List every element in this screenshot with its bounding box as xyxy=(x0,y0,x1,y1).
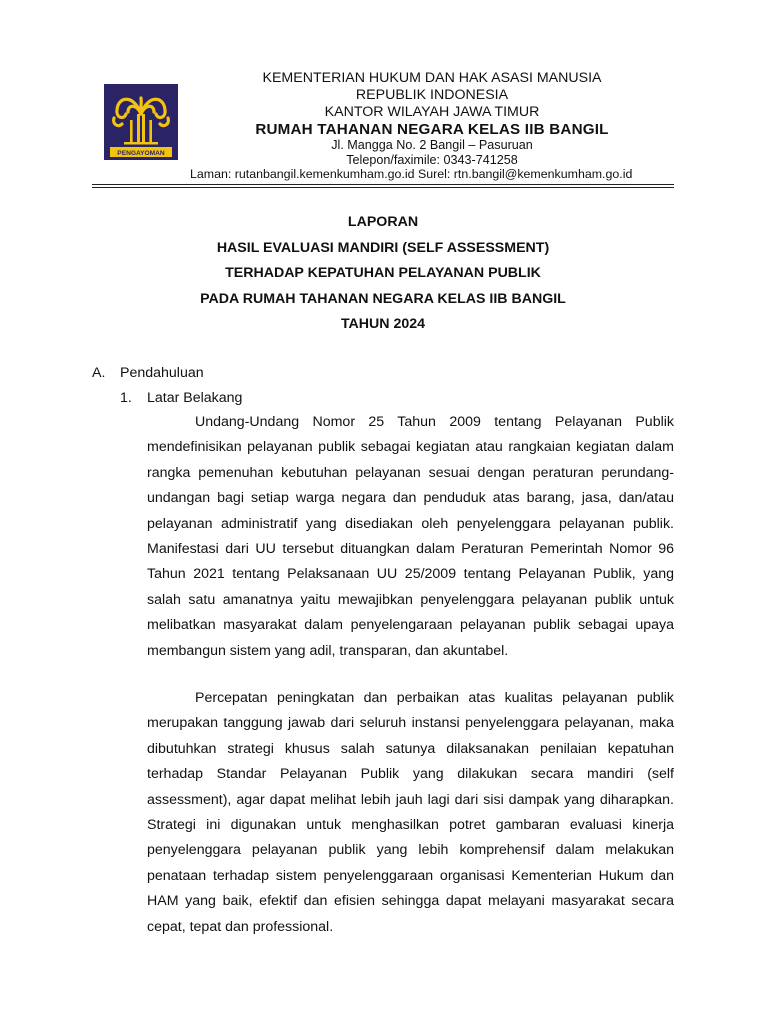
logo-text: PENGAYOMAN xyxy=(117,149,165,157)
phone: Telepon/faximile: 0343-741258 xyxy=(346,153,518,167)
country-name: REPUBLIK INDONESIA xyxy=(355,87,509,103)
paragraph-2 xyxy=(147,686,674,940)
subsection-1-marker: 1. xyxy=(120,390,132,406)
letterhead-divider-bottom xyxy=(92,187,674,188)
website-email: Laman: rutanbangil.kemenkumham.go.id Surel: rtn.bangil@kemenkumham.go.id xyxy=(190,167,633,181)
address: Jl. Mangga No. 2 Bangil – Pasuruan xyxy=(331,138,533,152)
title-line-5: TAHUN 2024 xyxy=(340,316,426,332)
paragraph-1-text: Undang-Undang Nomor 25 Tahun 2009 tentang Pelayanan Publik mendefinisikan pelayanan publik sebagai kegiatan atau rangkaian kegiatan dalam rangka pemenuhan kebutuhan pelayanan sesuai dengan peraturan perundang-undangan bagi setiap warga negara dan penduduk atas barang, jasa, dan/atau pelayanan administratif yang disediakan oleh penyelenggara pelayanan publik. Manifestasi dari UU tersebut dituangkan dalam Peraturan Pemerintah Nomor 96 Tahun 2021 tentang Pelaksanaan UU 25/2009 tentang Pelayanan Publik, yang salah satu amanatnya yaitu mewajibkan penyelenggara pelayanan publik untuk melibatkan masyarakat dalam penyelengaraan pelayanan publik sebagai upaya membangun sistem yang adil, transparan, dan akuntabel. xyxy=(147,414,674,659)
subsection-1-heading: Latar Belakang xyxy=(147,390,243,406)
regional-office: KANTOR WILAYAH JAWA TIMUR xyxy=(324,104,540,120)
letterhead xyxy=(190,70,674,181)
title-line-4: PADA RUMAH TAHANAN NEGARA KELAS IIB BANGIL xyxy=(200,290,566,307)
ministry-logo xyxy=(104,84,178,160)
paragraph-2-text: Percepatan peningkatan dan perbaikan atas kualitas pelayanan publik merupakan tanggung jawab dari seluruh instansi penyelenggara pelayanan, maka dibutuhkan strategi khusus salah satunya dilaksanakan penilaian kepatuhan terhadap Standar Pelayanan Publik yang dilakukan secara mandiri (self assessment), agar dapat melihat lebih jauh lagi dari sisi dampak yang diharapkan. Strategi ini digunakan untuk menghasilkan potret gambaran evaluasi kinerja penyelenggara pelayanan publik yang lebih komprehensif dalam melakukan penataan terhadap sistem penyelenggaraan organisasi Kementerian Hukum dan HAM yang baik, efektif dan efisien sehingga dapat melayani masyarakat secara cepat, tepat dan professional. xyxy=(147,690,674,935)
ministry-name: KEMENTERIAN HUKUM DAN HAK ASASI MANUSIA xyxy=(262,70,602,86)
pengayoman-emblem-icon xyxy=(104,84,178,160)
report-title xyxy=(92,210,674,338)
title-line-2: HASIL EVALUASI MANDIRI (SELF ASSESSMENT) xyxy=(216,239,550,256)
letterhead-divider-top xyxy=(92,184,674,185)
section-a-heading: Pendahuluan xyxy=(120,365,204,381)
section-a-marker: A. xyxy=(92,365,106,381)
title-line-1: LAPORAN xyxy=(347,214,419,230)
paragraph-1 xyxy=(147,410,674,664)
institution-name: RUMAH TAHANAN NEGARA KELAS IIB BANGIL xyxy=(255,121,609,138)
title-line-3: TERHADAP KEPATUHAN PELAYANAN PUBLIK xyxy=(225,265,541,281)
